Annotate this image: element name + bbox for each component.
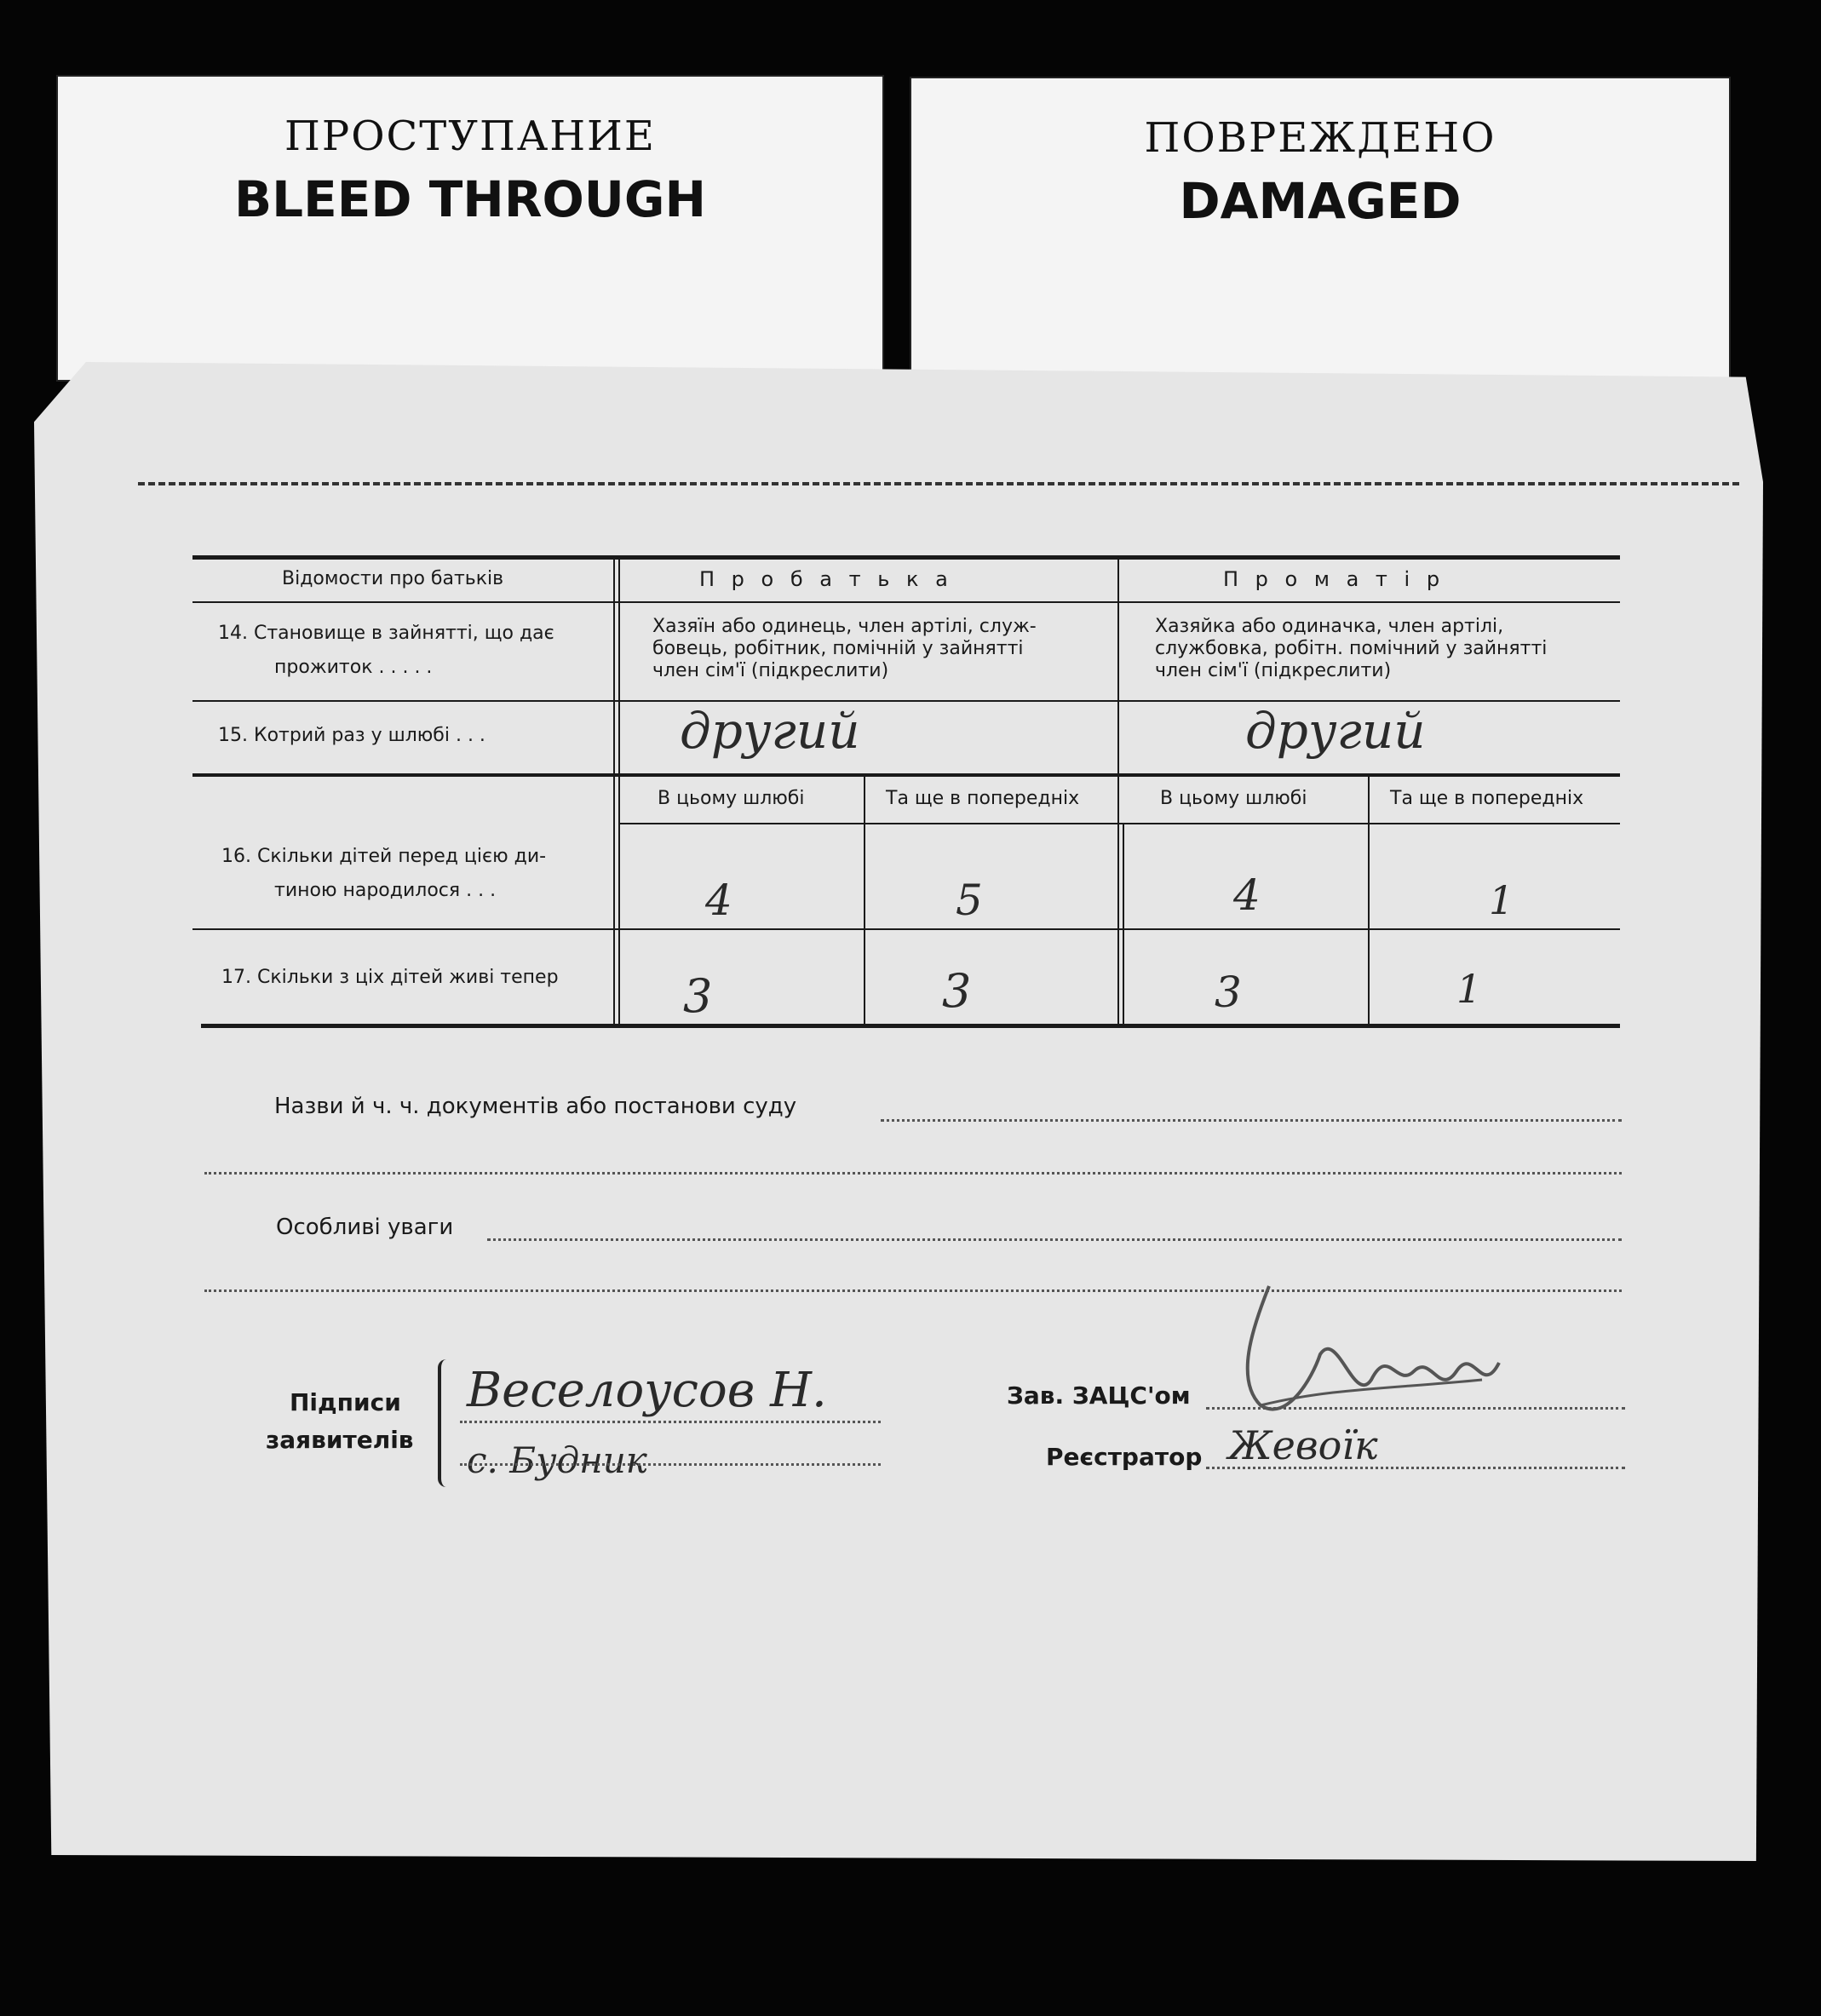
row16-mother-prev: 1	[1489, 877, 1514, 923]
subheader-mother-prev: Та ще в попередніх	[1390, 788, 1584, 809]
bleed-through-ru-text: ПРОСТУПАНИЕ	[284, 112, 656, 160]
bleed-through-en-text: BLEED THROUGH	[233, 170, 707, 228]
header-parents-info: Відомости про батьків	[282, 568, 504, 589]
row17-label: 17. Скільки з ціх дітей живі тепер	[221, 967, 559, 988]
subheader-mother-this: В цьому шлюбі	[1160, 788, 1307, 809]
head-label: Зав. ЗАЦС'ом	[1007, 1381, 1191, 1410]
registrar-dotted-line	[1206, 1467, 1625, 1469]
bleed-through-label-card	[56, 75, 884, 382]
table-bottom-rule	[201, 1024, 1620, 1028]
remarks-label: Особливі уваги	[276, 1215, 454, 1240]
row16-father-this: 4	[705, 876, 732, 925]
row14-father-line2: бовець, робітник, помічній у зайнятті	[652, 638, 1024, 659]
applicants-label-line2: заявителів	[266, 1426, 414, 1454]
applicants-brace	[438, 1359, 453, 1487]
parents-info-table	[192, 555, 1620, 1029]
row17-mother-prev: 1	[1456, 966, 1482, 1012]
applicants-label-line1: Підписи	[290, 1388, 401, 1416]
col-divider-1	[613, 560, 615, 1025]
subheader-father-this: В цьому шлюбі	[658, 788, 805, 809]
col-divider-father-sub	[864, 777, 865, 1024]
col-divider-2b	[1123, 824, 1124, 1024]
row16-label-line1: 16. Скільки дітей перед цією ди-	[221, 846, 547, 867]
documents-dotted-line	[881, 1119, 1622, 1122]
table-header-rule	[192, 601, 1620, 603]
registrar-label: Реєстратор	[1046, 1443, 1203, 1471]
applicant1-signature: Веселоусов Н.	[467, 1363, 827, 1418]
header-father: П р о б а т ь к а	[699, 567, 953, 591]
damaged-ru-text: ПОВРЕЖДЕНО	[1144, 114, 1496, 162]
col-divider-2	[1117, 560, 1119, 1025]
row14-father-line3: член сім'ї (підкреслити)	[652, 660, 889, 681]
damaged-label-card	[910, 77, 1731, 382]
documents-dotted-line-2	[204, 1172, 1622, 1175]
table-top-rule	[192, 555, 1620, 560]
row15-mother-value: другий	[1245, 702, 1426, 760]
row17-mother-this: 3	[1215, 968, 1242, 1017]
row15-father-value: другий	[680, 702, 860, 760]
row17-father-prev: 3	[942, 964, 972, 1018]
subheader-father-prev: Та ще в попередніх	[886, 788, 1080, 809]
applicant1-dotted-line	[460, 1421, 881, 1423]
applicant2-signature: с. Будник	[467, 1439, 647, 1481]
applicant2-dotted-line	[460, 1463, 881, 1466]
row16-mother-this: 4	[1233, 870, 1261, 920]
header-mother: П р о м а т і р	[1223, 567, 1445, 591]
subheader-rule	[618, 823, 1620, 824]
row14-father-line1: Хазяїн або одинець, член артілі, служ-	[652, 616, 1037, 637]
row14-mother-line1: Хазяйка або одиначка, член артілі,	[1155, 616, 1504, 637]
row14-label-line2: прожиток . . . . .	[274, 657, 433, 678]
row16-label-line2: тиною народилося . . .	[274, 880, 497, 901]
documents-label: Назви й ч. ч. документів або постанови суду	[274, 1094, 797, 1119]
registrar-signature: Жевоїк	[1228, 1422, 1378, 1468]
row14-label-line1: 14. Становище в зайнятті, що дає	[218, 623, 554, 644]
row15-rule	[192, 773, 1620, 777]
row16-rule	[192, 928, 1620, 930]
row14-mother-line3: член сім'ї (підкреслити)	[1155, 660, 1392, 681]
row17-father-this: 3	[683, 969, 713, 1023]
col-divider-mother-sub	[1368, 777, 1370, 1024]
remarks-dotted-line	[487, 1238, 1622, 1241]
row14-mother-line2: службовка, робітн. помічний у зайнятті	[1155, 638, 1548, 659]
col-divider-1b	[618, 560, 620, 1025]
row16-father-prev: 5	[956, 876, 983, 925]
damaged-en-text: DAMAGED	[1179, 172, 1462, 230]
perforation-dashed-line	[138, 482, 1739, 485]
row15-label: 15. Котрий раз у шлюбі . . .	[218, 725, 485, 746]
